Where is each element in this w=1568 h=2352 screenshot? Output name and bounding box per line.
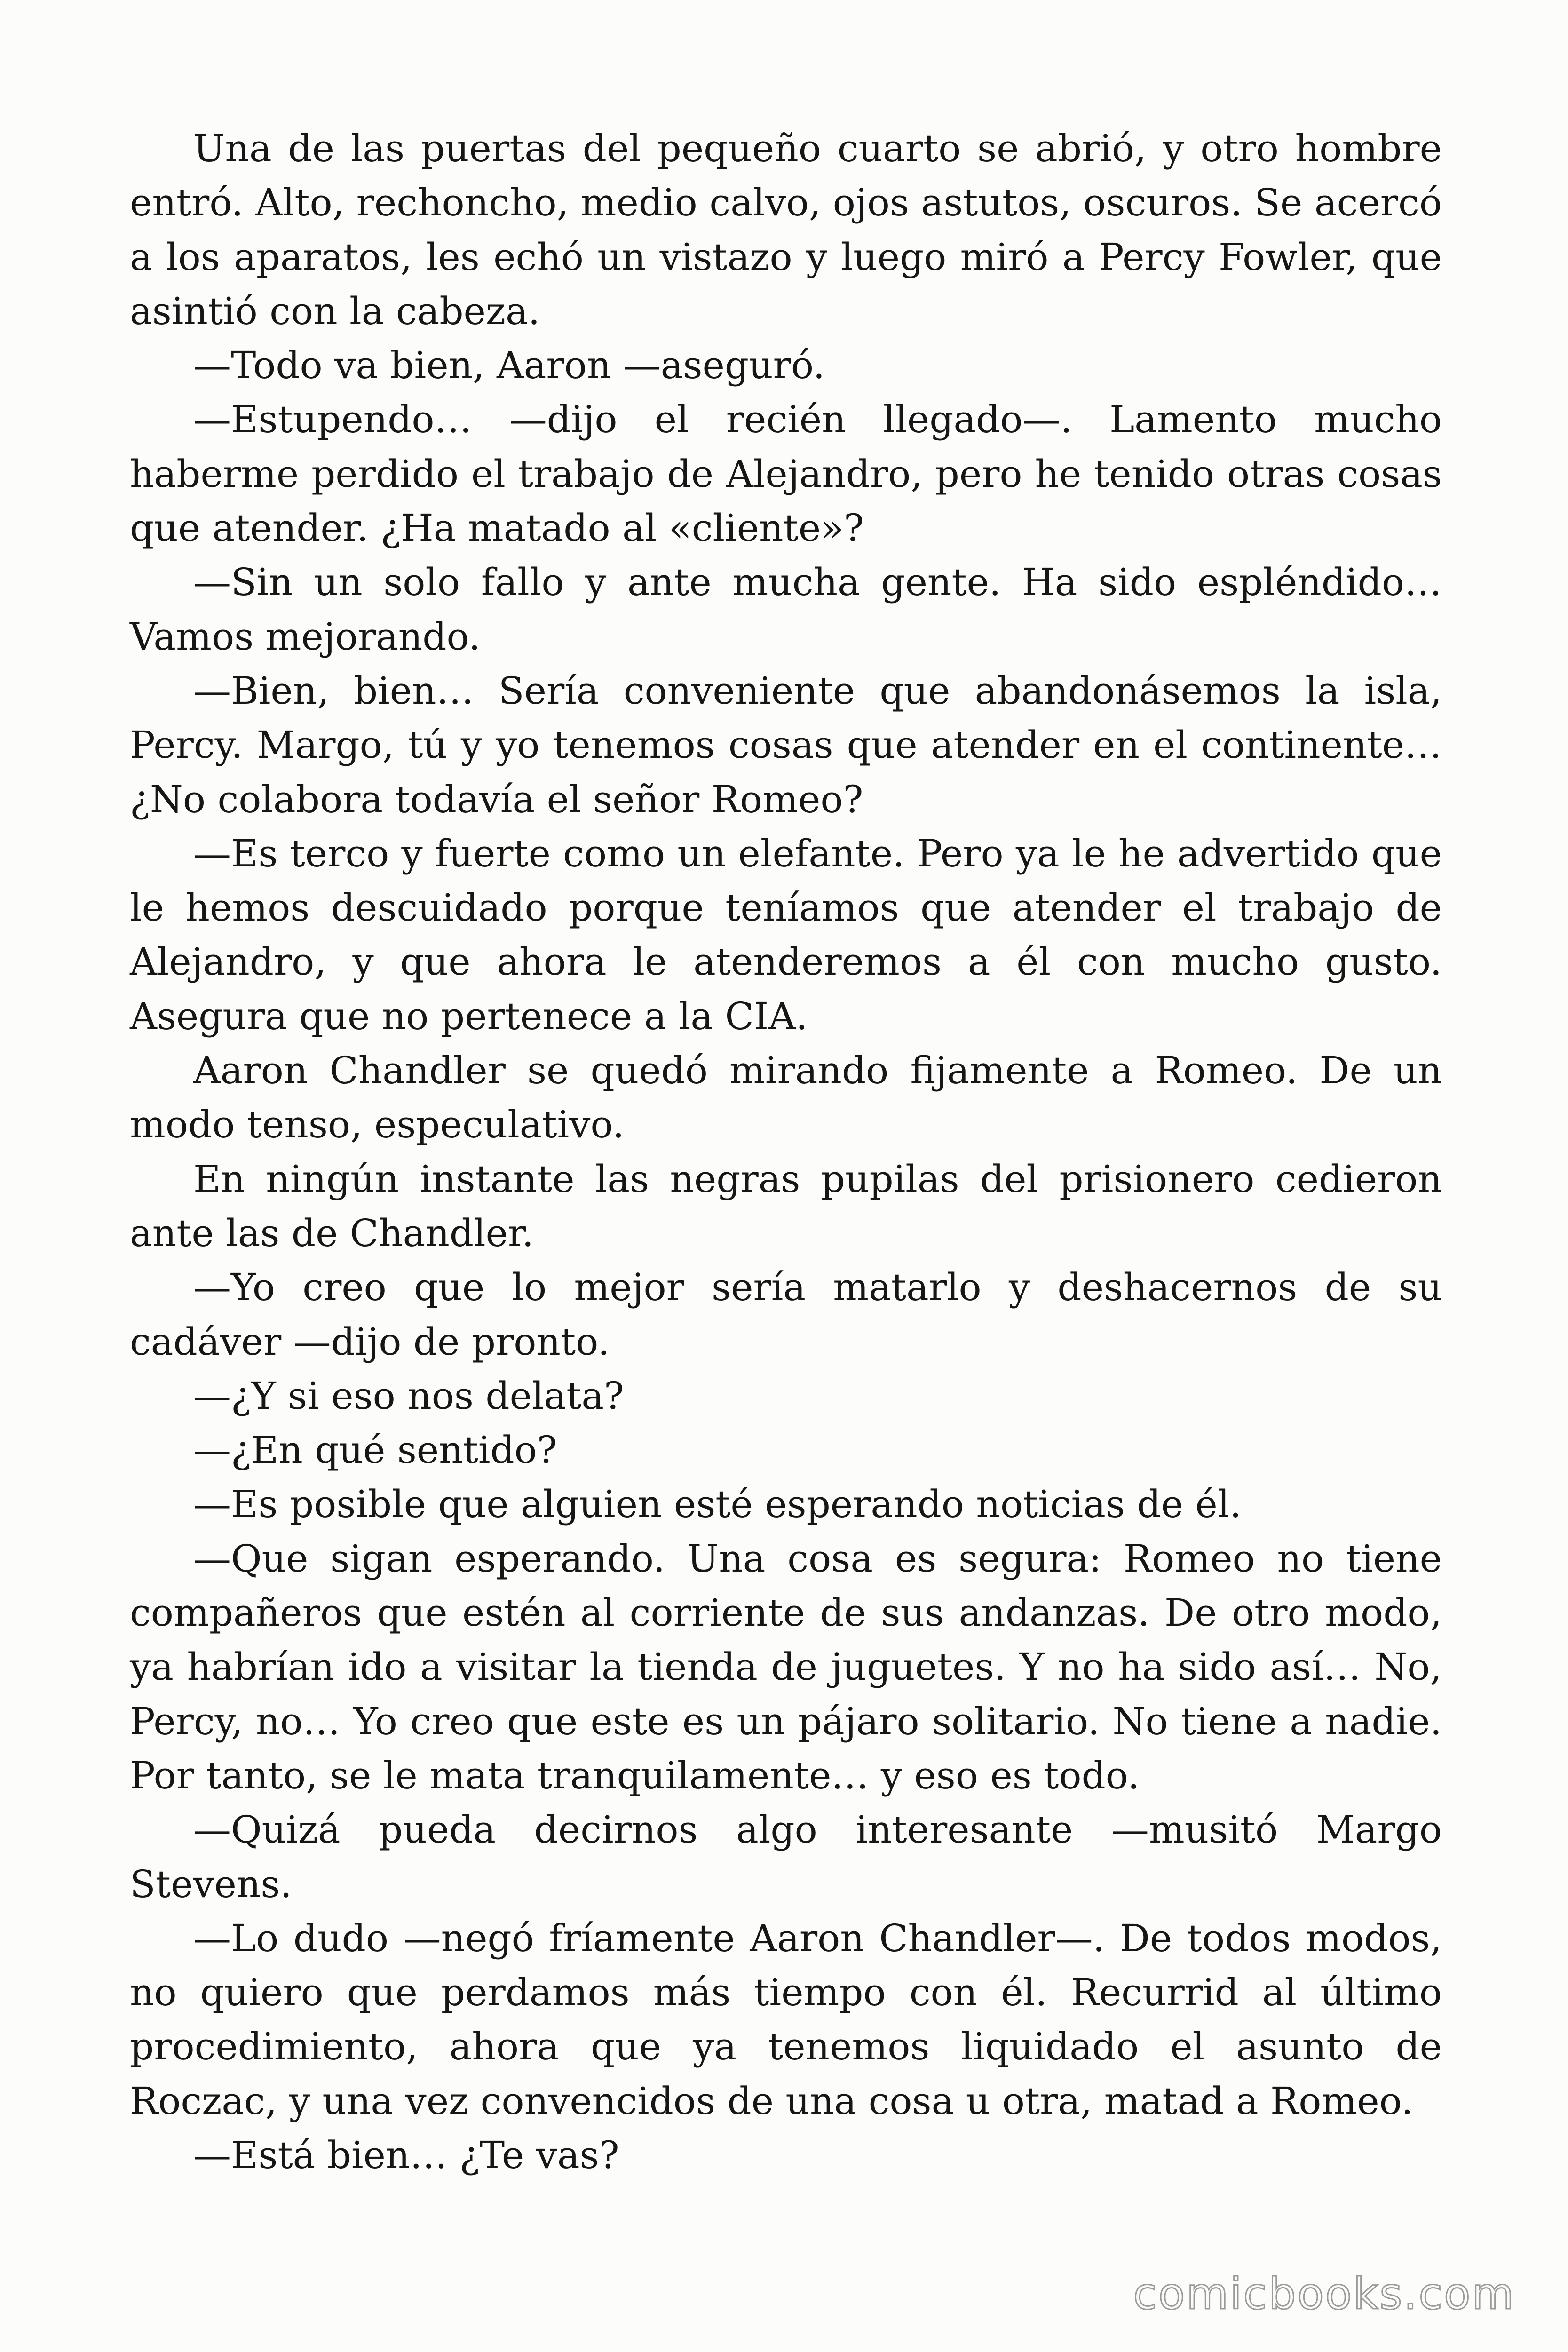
paragraph: —Bien, bien… Sería conveniente que abandonásemos la isla, Percy. Margo, tú y yo tenemos cosas que atender en el continente… ¿No colabora todavía el señor Romeo? [130, 668, 1442, 821]
watermark: comicbooks.com [1133, 2269, 1515, 2319]
paragraph: —Quizá pueda decirnos algo interesante —musitó Margo Stevens. [130, 1808, 1442, 1906]
paragraph: —Sin un solo fallo y ante mucha gente. Ha sido espléndido… Vamos mejorando. [130, 560, 1442, 659]
paragraph: —Yo creo que lo mejor sería matarlo y deshacernos de su cadáver —dijo de pronto. [130, 1265, 1442, 1364]
paragraph: —Está bien… ¿Te vas? [193, 2133, 619, 2177]
paragraph: Una de las puertas del pequeño cuarto se abrió, y otro hombre entró. Alto, rechoncho, medio calvo, ojos astutos, oscuros. Se acercó a los aparatos, les echó un vistazo y luego miró a Percy Fowler, que asintió con la cabeza. [130, 127, 1442, 333]
paragraph: Aaron Chandler se quedó mirando fijamente a Romeo. De un modo tenso, especulativo. [130, 1049, 1442, 1147]
paragraph: —Lo dudo —negó fríamente Aaron Chandler—. De todos modos, no quiero que perdamos más tiempo con él. Recurrid al último procedimiento, ahora que ya tenemos liquidado el asunto de Roczac, y una vez convencidos de una cosa u otra, matad a Romeo. [130, 1916, 1442, 2123]
paragraph: En ningún instante las negras pupilas del prisionero cedieron ante las de Chandler. [130, 1157, 1442, 1255]
page-body [130, 121, 1442, 2182]
paragraph: —¿Y si eso nos delata? [193, 1374, 624, 1418]
paragraph: —Estupendo… —dijo el recién llegado—. Lamento mucho haberme perdido el trabajo de Alejandro, pero he tenido otras cosas que atender. ¿Ha matado al «cliente»? [130, 397, 1442, 550]
paragraph: —Es posible que alguien esté esperando noticias de él. [193, 1482, 1242, 1526]
paragraph: —Es terco y fuerte como un elefante. Pero ya le he advertido que le hemos descuidado porque teníamos que atender el trabajo de Alejandro, y que ahora le atenderemos a él con mucho gusto. Asegura que no pertenece a la CIA. [130, 831, 1442, 1038]
paragraph: —Todo va bien, Aaron —aseguró. [193, 343, 825, 388]
paragraph: —Que sigan esperando. Una cosa es segura: Romeo no tiene compañeros que estén al corriente de sus andanzas. De otro modo, ya habrían ido a visitar la tienda de juguetes. Y no ha sido así… No, Percy, no… Yo creo que este es un pájaro solitario. No tiene a nadie. Por tanto, se le mata tranquilamente… y eso es todo. [130, 1536, 1442, 1797]
paragraph: —¿En qué sentido? [193, 1428, 557, 1472]
